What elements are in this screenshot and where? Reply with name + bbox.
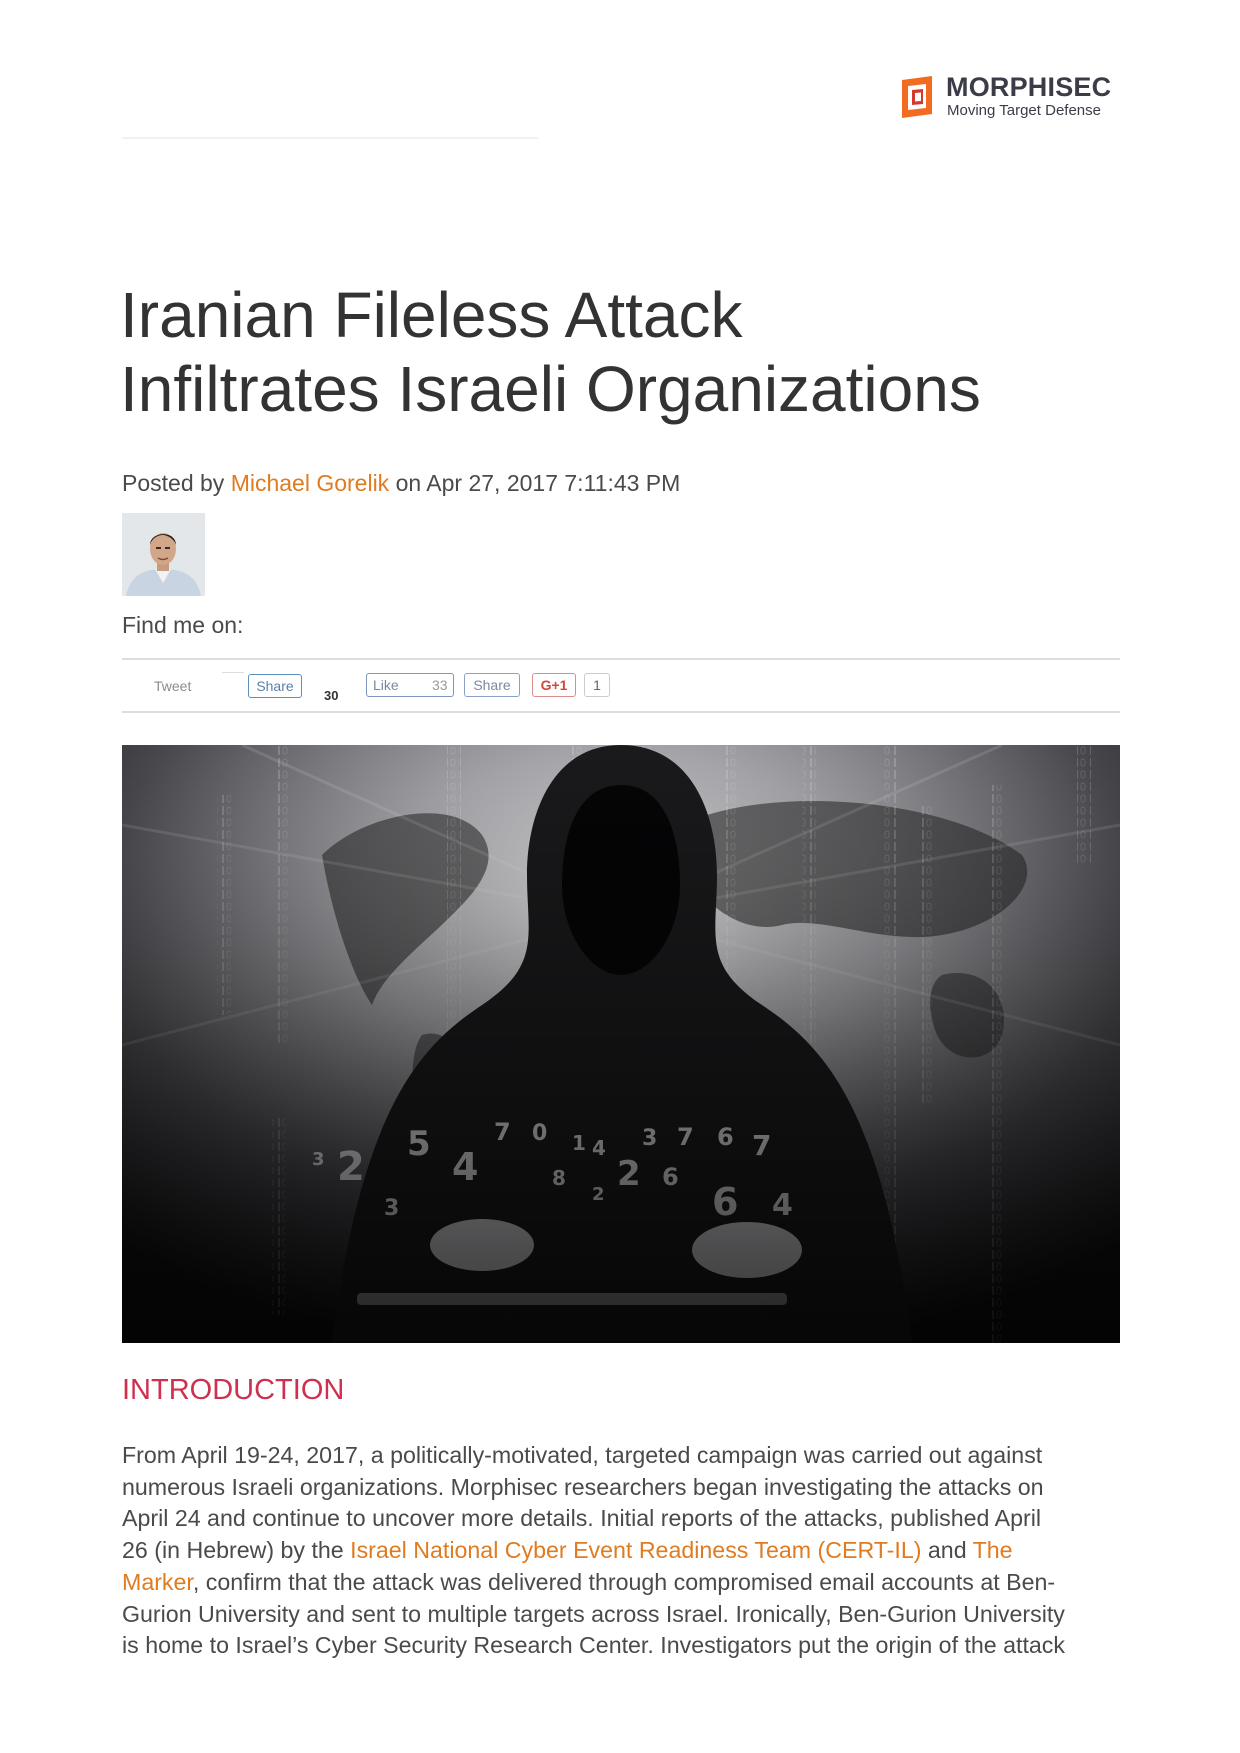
intro-line-7: is home to Israel’s Cyber Security Research Center. Investigators put the origin of the attack <box>122 1632 1065 1659</box>
article-title-line-1: Iranian Fileless Attack <box>120 279 743 351</box>
the-marker-link-part-2[interactable]: Marker <box>122 1568 193 1595</box>
hero-image <box>122 745 1120 1343</box>
intro-line-6: Gurion University and sent to multiple targets across Israel. Ironically, Ben-Gurion University <box>122 1600 1065 1627</box>
hooded-hacker-illustration <box>122 745 1120 1343</box>
intro-line-4-conj: and <box>921 1537 973 1564</box>
author-avatar[interactable] <box>122 513 205 596</box>
article-title-line-2: Infiltrates Israeli Organizations <box>120 353 981 425</box>
social-share-bar <box>122 660 1120 710</box>
author-photo <box>122 513 205 596</box>
linkedin-icon <box>222 672 244 699</box>
brand-name: MORPHISEC <box>946 72 1112 102</box>
intro-line-5 <box>122 1567 1122 1599</box>
byline-prefix: Posted by <box>122 470 231 496</box>
share-bar-bottom-rule <box>122 711 1120 713</box>
facebook-like-count: 33 <box>432 677 448 693</box>
find-me-label: Find me on: <box>122 612 244 638</box>
morphisec-logo[interactable] <box>898 74 1118 124</box>
intro-line-1: From April 19-24, 2017, a politically-motivated, targeted campaign was carried out against <box>122 1442 1043 1468</box>
intro-line-4 <box>122 1535 1122 1567</box>
introduction-heading: INTRODUCTION <box>122 1374 345 1406</box>
cert-il-link[interactable]: Israel National Cyber Event Readiness Team (CERT-IL) <box>350 1537 922 1564</box>
article-title <box>120 278 1120 426</box>
facebook-share-button[interactable]: Share <box>464 673 520 697</box>
brand-tagline: Moving Target Defense <box>947 102 1101 119</box>
google-plus-button[interactable]: G+1 <box>532 673 576 697</box>
linkedin-share-count: 30 <box>324 688 339 703</box>
intro-line-2: numerous Israeli organizations. Morphisec researchers began investigating the attacks on <box>122 1473 1044 1500</box>
tweet-button[interactable]: Tweet <box>154 678 192 694</box>
facebook-like-label: Like <box>373 677 399 693</box>
linkedin-share-button[interactable]: Share <box>248 674 302 698</box>
byline-date: on Apr 27, 2017 7:11:43 PM <box>389 470 681 496</box>
author-link[interactable]: Michael Gorelik <box>230 470 390 496</box>
article-byline <box>122 470 680 497</box>
header-divider <box>122 137 538 139</box>
google-plus-count: 1 <box>584 673 610 697</box>
the-marker-link-part-1[interactable]: The <box>972 1537 1013 1564</box>
intro-line-5-text: , confirm that the attack was delivered through compromised email accounts at Ben- <box>192 1568 1056 1595</box>
introduction-paragraph <box>122 1440 1122 1662</box>
morphisec-logo-icon <box>898 74 936 120</box>
intro-line-3: April 24 and continue to uncover more details. Initial reports of the attacks, published April <box>122 1505 1041 1532</box>
intro-line-4-text: 26 (in Hebrew) by the <box>122 1537 351 1564</box>
